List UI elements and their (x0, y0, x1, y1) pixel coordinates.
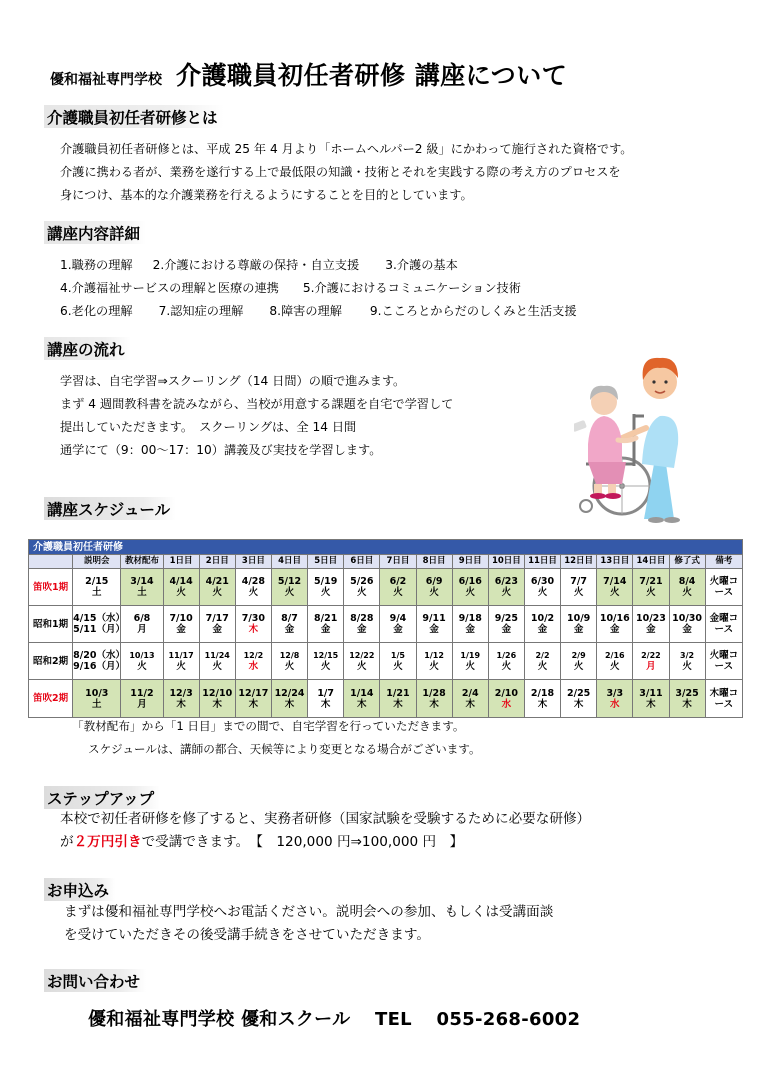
header-cell: 12日目 (561, 555, 597, 569)
section-heading-stepup: ステップアップ (44, 786, 160, 809)
schedule-cell (271, 643, 307, 680)
schedule-cell (416, 680, 452, 718)
schedule-cell (669, 606, 705, 643)
school-name: 優和福祉専門学校 (50, 72, 162, 88)
schedule-note: 「教材配布」から「1 日目」までの間で、自宅学習を行っていただきます。 (72, 719, 465, 733)
date-value: 8/20（水） (73, 650, 125, 661)
date-value: 12/17 (238, 687, 269, 699)
flow-line: まず 4 週間教科書を読みながら、当校が用意する課題を自宅で学習して (60, 397, 454, 411)
schedule-cell (597, 569, 633, 606)
date-value: 1/19 (460, 651, 481, 660)
weekday-value: 金 (646, 624, 656, 635)
schedule-cell (344, 606, 380, 643)
schedule-cell (308, 643, 344, 680)
weekday-value: 月 (137, 624, 147, 635)
weekday-value: 水 (501, 698, 512, 710)
schedule-cell (271, 680, 307, 718)
schedule-cell (199, 643, 235, 680)
header-cell: 11日目 (524, 555, 560, 569)
schedule-cell (380, 606, 416, 643)
weekday-value: 火 (429, 661, 439, 672)
weekday-value: 火 (501, 587, 512, 598)
course-note-cell: 火曜コース (705, 569, 742, 606)
schedule-cell (488, 643, 524, 680)
schedule-cell (380, 680, 416, 718)
schedule-cell (121, 680, 163, 718)
date-value: 12/22 (349, 651, 375, 660)
date-value: 3/14 (130, 576, 154, 587)
date-value: 2/15 (85, 576, 109, 587)
weekday-value: 火 (501, 661, 512, 672)
date-value: 11/24 (204, 651, 230, 660)
schedule-cell (308, 680, 344, 718)
weekday-value: 火 (610, 661, 620, 672)
schedule-cell (199, 569, 235, 606)
weekday-value: 金 (357, 624, 367, 635)
section-heading-about: 介護職員初任者研修とは (44, 105, 224, 128)
course-note-cell: 金曜コース (705, 606, 742, 643)
schedule-cell (308, 606, 344, 643)
weekday-value: 木 (357, 698, 367, 710)
date-value: 5/11（月） (73, 624, 125, 635)
weekday-value: 火 (357, 587, 367, 598)
date-value: 9/18 (458, 613, 482, 624)
schedule-cell (524, 680, 560, 718)
date-value: 1/5 (390, 651, 405, 660)
weekday-value: 火 (682, 661, 692, 672)
schedule-cell (524, 643, 560, 680)
header-cell: 2日目 (199, 555, 235, 569)
content-item: 4.介護福祉サービスの理解と医療の連携 (60, 281, 279, 295)
weekday-value: 土 (92, 587, 102, 598)
content-item: 7.認知症の理解 (158, 304, 244, 318)
header-cell: 7日目 (380, 555, 416, 569)
date-value: 12/10 (202, 687, 233, 699)
date-value: 1/26 (496, 651, 517, 660)
date-value: 3/2 (680, 651, 695, 660)
table-title-row (29, 540, 743, 555)
date-value: 4/28 (241, 576, 266, 587)
date-value: 11/17 (168, 651, 194, 660)
schedule-cell (597, 606, 633, 643)
date-value: 8/7 (281, 613, 298, 624)
weekday-value: 木 (429, 698, 439, 710)
date-value: 4/15（水） (73, 613, 125, 624)
header-cell: 修了式 (669, 555, 705, 569)
schedule-cell (452, 680, 488, 718)
date-value: 2/2 (535, 651, 550, 660)
header-cell: 1日目 (163, 555, 199, 569)
schedule-cell (416, 606, 452, 643)
weekday-value: 火 (465, 661, 475, 672)
date-value: 10/16 (599, 613, 630, 624)
schedule-cell (416, 569, 452, 606)
about-line: 介護職員初任者研修とは、平成 25 年 4 月より「ホームヘルパー2 級」にかわって施行された資格です。 (60, 142, 633, 156)
date-value: 12/2 (243, 651, 264, 660)
schedule-cell (73, 606, 125, 643)
date-value: 8/4 (678, 576, 696, 587)
period-cell: 昭和2期 (29, 643, 73, 680)
content-item: 3.介護の基本 (385, 258, 458, 272)
weekday-value: 土 (92, 698, 102, 710)
date-value: 2/10 (494, 687, 519, 699)
weekday-value: 金 (573, 624, 584, 635)
page-title: 介護職員初任者研修 講座について (176, 61, 568, 90)
weekday-value: 火 (429, 587, 439, 598)
discount-text: ２万円引き (73, 834, 142, 850)
weekday-value: 火 (537, 587, 548, 598)
schedule-cell (344, 680, 380, 718)
date-value: 7/7 (570, 576, 587, 587)
date-value: 7/14 (603, 576, 627, 587)
section-heading-schedule: 講座スケジュール (44, 497, 176, 520)
flow-line: 提出していただきます。 スクーリングは、全 14 日間 (60, 420, 357, 434)
content-row (60, 254, 597, 277)
schedule-cell (452, 569, 488, 606)
date-value: 12/8 (279, 651, 300, 660)
date-value: 4/21 (205, 576, 229, 587)
table-header-row (29, 555, 743, 569)
schedule-cell (669, 569, 705, 606)
weekday-value: 火 (357, 661, 367, 672)
date-value: 1/7 (317, 687, 335, 699)
schedule-cell (73, 569, 121, 606)
date-value: 10/9 (566, 613, 591, 624)
header-cell: 備考 (705, 555, 742, 569)
schedule-cell (561, 569, 597, 606)
content-item: 2.介護における尊厳の保持・自立支援 (152, 258, 360, 272)
header-cell: 10日目 (488, 555, 524, 569)
schedule-cell (452, 643, 488, 680)
weekday-value: 金 (610, 624, 620, 635)
date-value: 9/16（月） (73, 661, 125, 672)
header-cell: 4日目 (271, 555, 307, 569)
weekday-value: 木 (248, 624, 259, 635)
weekday-value: 火 (176, 661, 186, 672)
weekday-value: 金 (465, 624, 475, 635)
section-heading-content: 講座内容詳細 (44, 221, 146, 244)
header-cell: 13日目 (597, 555, 633, 569)
weekday-value: 火 (646, 587, 656, 598)
schedule-cell (633, 680, 669, 718)
schedule-cell (163, 606, 199, 643)
schedule-cell (235, 606, 271, 643)
header-cell: 3日目 (235, 555, 271, 569)
content-item: 8.障害の理解 (269, 304, 342, 318)
date-value: 2/18 (530, 687, 555, 699)
date-value: 9/4 (389, 613, 407, 624)
schedule-cell (121, 643, 163, 680)
weekday-value: 火 (537, 661, 548, 672)
period-cell: 笛吹2期 (29, 680, 73, 718)
stepup-post: で受講できます。 【 120,000 円⇒100,000 円 】 (141, 834, 464, 850)
date-value: 3/25 (675, 687, 699, 699)
date-value: 2/9 (571, 651, 586, 660)
weekday-value: 金 (284, 624, 295, 635)
date-value: 3/3 (606, 687, 624, 699)
schedule-cell (235, 680, 271, 718)
weekday-value: 金 (501, 624, 512, 635)
date-value: 7/30 (241, 613, 266, 624)
header-cell (29, 555, 73, 569)
weekday-value: 土 (137, 587, 147, 598)
contact-line (88, 1005, 598, 1031)
schedule-cell (308, 569, 344, 606)
content-item: 5.介護におけるコミュニケーション技術 (302, 281, 521, 295)
weekday-value: 火 (682, 587, 692, 598)
date-value: 2/25 (566, 687, 591, 699)
weekday-value: 金 (682, 624, 692, 635)
schedule-cell (344, 643, 380, 680)
schedule-cell (199, 680, 235, 718)
weekday-value: 木 (646, 698, 656, 710)
schedule-cell (121, 569, 163, 606)
weekday-value: 火 (610, 587, 620, 598)
weekday-value: 木 (176, 698, 186, 710)
schedule-cell (561, 643, 597, 680)
flow-text (60, 370, 453, 462)
weekday-value: 火 (465, 587, 475, 598)
weekday-value: 金 (212, 624, 222, 635)
weekday-value: 木 (320, 698, 331, 710)
date-value: 9/11 (422, 613, 446, 624)
date-value: 6/2 (389, 576, 407, 587)
header-cell: 9日目 (452, 555, 488, 569)
course-note-cell: 火曜コース (705, 643, 742, 680)
weekday-value: 木 (212, 698, 222, 710)
header-cell: 説明会 (73, 555, 121, 569)
date-value: 1/12 (424, 651, 444, 660)
weekday-value: 火 (212, 587, 222, 598)
about-line: 介護に携わる者が、業務を遂行する上で最低限の知識・技術とそれを実践する際の考え方のプロセスを (60, 165, 621, 179)
section-heading-flow: 講座の流れ (44, 337, 131, 360)
table-row (29, 606, 743, 643)
schedule-cell (524, 606, 560, 643)
schedule-cell (633, 606, 669, 643)
stepup-line (60, 831, 590, 854)
weekday-value: 金 (320, 624, 331, 635)
weekday-value: 火 (137, 661, 147, 672)
date-value: 7/10 (169, 613, 193, 624)
weekday-value: 火 (573, 587, 584, 598)
schedule-table (28, 539, 743, 718)
period-cell: 笛吹1期 (29, 569, 73, 606)
section-heading-apply: お申込み (44, 878, 115, 901)
weekday-value: 月 (646, 661, 656, 672)
date-value: 5/26 (350, 576, 374, 587)
weekday-value: 火 (248, 587, 259, 598)
date-value: 8/28 (350, 613, 374, 624)
date-value: 3/11 (639, 687, 663, 699)
section-heading-contact: お問い合わせ (44, 969, 146, 992)
schedule-cell (121, 606, 163, 643)
schedule-cell (380, 643, 416, 680)
apply-line: を受けていただきその後受講手続きをさせていただきます。 (64, 927, 430, 943)
date-value: 6/16 (458, 576, 482, 587)
course-note-cell: 木曜コース (705, 680, 742, 718)
flow-line: 学習は、自宅学習⇒スクーリング（14 日間）の順で進みます。 (60, 374, 406, 388)
date-value: 12/3 (169, 687, 193, 699)
contact-tel[interactable]: 055-268-6002 (436, 1009, 581, 1030)
date-value: 6/23 (494, 576, 519, 587)
weekday-value: 金 (429, 624, 439, 635)
date-value: 5/19 (314, 576, 338, 587)
schedule-cell (163, 569, 199, 606)
schedule-cell (488, 680, 524, 718)
date-value: 6/30 (530, 576, 555, 587)
date-value: 11/2 (130, 687, 154, 699)
schedule-cell (597, 643, 633, 680)
date-value: 10/30 (672, 613, 703, 624)
date-value: 10/13 (129, 651, 155, 660)
apply-text (64, 901, 553, 947)
schedule-cell (452, 606, 488, 643)
date-value: 1/21 (386, 687, 410, 699)
date-value: 8/21 (314, 613, 338, 624)
schedule-cell (669, 643, 705, 680)
date-value: 7/17 (205, 613, 229, 624)
date-value: 1/28 (422, 687, 446, 699)
date-value: 10/2 (530, 613, 555, 624)
table-row (29, 680, 743, 718)
date-value: 6/8 (133, 613, 151, 624)
schedule-cell (235, 569, 271, 606)
weekday-value: 木 (284, 698, 295, 710)
date-value: 1/14 (350, 687, 374, 699)
weekday-value: 木 (682, 698, 692, 710)
schedule-cell (163, 643, 199, 680)
weekday-value: 木 (573, 698, 584, 710)
date-value: 2/22 (641, 651, 661, 660)
header-cell: 14日目 (633, 555, 669, 569)
stepup-line: 本校で初任者研修を修了すると、実務者研修（国家試験を受験するために必要な研修） (60, 811, 591, 827)
date-value: 12/15 (313, 651, 339, 660)
schedule-cell (597, 680, 633, 718)
date-value: 6/9 (425, 576, 443, 587)
date-value: 10/23 (635, 613, 666, 624)
schedule-cell (271, 606, 307, 643)
content-item: 6.老化の理解 (60, 304, 133, 318)
weekday-value: 火 (212, 661, 222, 672)
stepup-text (60, 808, 590, 854)
contact-school: 優和福祉専門学校 優和スクール (88, 1009, 351, 1030)
date-value: 2/16 (604, 651, 625, 660)
schedule-cell (669, 680, 705, 718)
period-cell: 昭和1期 (29, 606, 73, 643)
schedule-cell (73, 643, 125, 680)
schedule-cell (561, 606, 597, 643)
schedule-cell (73, 680, 121, 718)
contact-tel-label: TEL (374, 1009, 412, 1030)
schedule-cell (416, 643, 452, 680)
schedule-cell (380, 569, 416, 606)
weekday-value: 金 (537, 624, 548, 635)
content-row (60, 277, 597, 300)
date-value: 2/4 (461, 687, 479, 699)
header-cell: 教材配布 (121, 555, 163, 569)
table-row (29, 643, 743, 680)
weekday-value: 火 (320, 661, 331, 672)
schedule-cell (633, 569, 669, 606)
apply-line: まずは優和福祉専門学校へお電話ください。説明会への参加、もしくは受講面談 (64, 904, 554, 920)
weekday-value: 金 (393, 624, 403, 635)
schedule-cell (344, 569, 380, 606)
about-line: 身につけ、基本的な介護業務を行えるようにすることを目的としています。 (60, 188, 473, 202)
schedule-cell (199, 606, 235, 643)
schedule-cell (235, 643, 271, 680)
weekday-value: 火 (573, 661, 584, 672)
schedule-cell (524, 569, 560, 606)
weekday-value: 水 (248, 661, 259, 672)
date-value: 12/24 (274, 687, 305, 699)
header-cell: 8日目 (416, 555, 452, 569)
weekday-value: 火 (176, 587, 186, 598)
date-value: 10/3 (85, 687, 109, 699)
table-title: 介護職員初任者研修 (29, 540, 743, 555)
weekday-value: 火 (284, 587, 295, 598)
weekday-value: 金 (176, 624, 186, 635)
content-list (60, 254, 597, 323)
schedule-cell (561, 680, 597, 718)
caregiver-wheelchair-illustration (574, 344, 694, 524)
weekday-value: 木 (393, 698, 403, 710)
schedule-note: スケジュールは、講師の都合、天候等により変更となる場合がございます。 (88, 742, 481, 756)
stepup-pre: が (60, 834, 74, 850)
date-value: 7/21 (639, 576, 663, 587)
weekday-value: 月 (137, 698, 147, 710)
content-row (60, 300, 597, 323)
weekday-value: 火 (393, 661, 403, 672)
date-value: 5/12 (277, 576, 302, 587)
about-text (60, 138, 633, 207)
header-cell: 5日目 (308, 555, 344, 569)
schedule-cell (163, 680, 199, 718)
schedule-cell (488, 569, 524, 606)
weekday-value: 火 (320, 587, 331, 598)
page-header (50, 56, 567, 90)
flow-line: 通学にて（9：00〜17：10）講義及び実技を学習します。 (60, 443, 382, 457)
weekday-value: 木 (248, 698, 259, 710)
date-value: 9/25 (494, 613, 519, 624)
weekday-value: 火 (393, 587, 403, 598)
table-row (29, 569, 743, 606)
schedule-cell (488, 606, 524, 643)
weekday-value: 水 (610, 698, 620, 710)
weekday-value: 火 (284, 661, 295, 672)
date-value: 4/14 (169, 576, 193, 587)
content-item: 1.職務の理解 (60, 258, 133, 272)
schedule-cell (271, 569, 307, 606)
weekday-value: 木 (537, 698, 548, 710)
header-cell: 6日目 (344, 555, 380, 569)
schedule-cell (633, 643, 669, 680)
content-item: 9.こころとからだのしくみと生活支援 (369, 304, 577, 318)
weekday-value: 木 (465, 698, 475, 710)
